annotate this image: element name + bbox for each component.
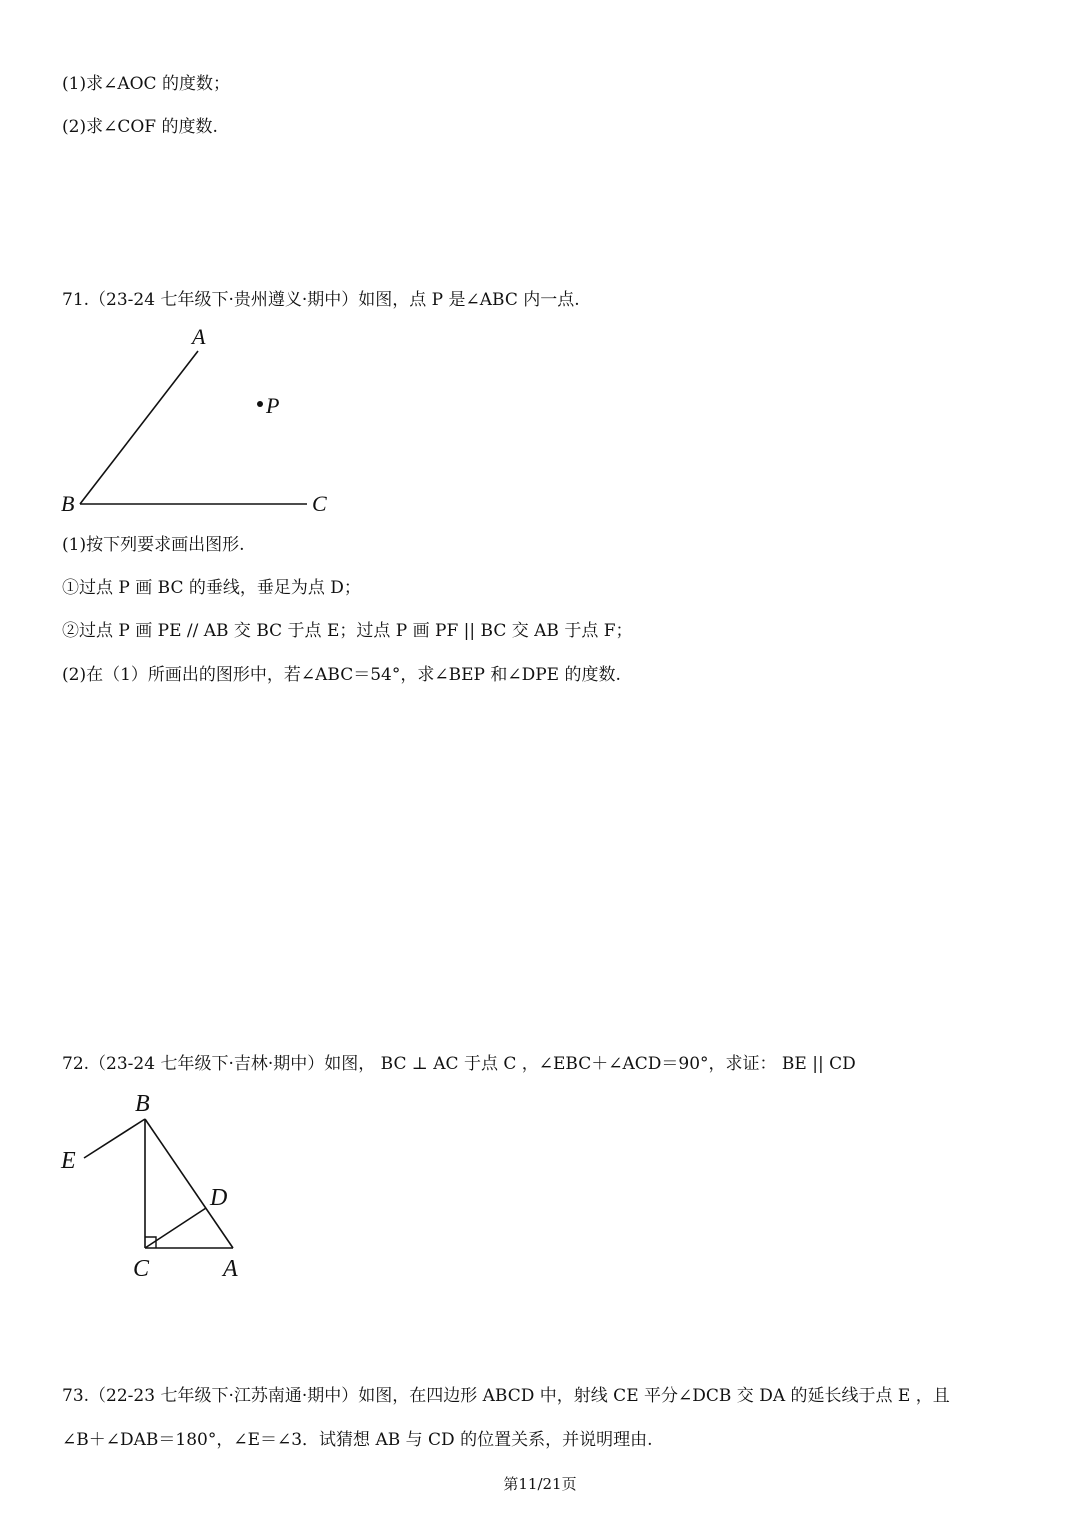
question-71-title: 71.（23-24 七年级下·贵州遵义·期中）如图，点 P 是∠ABC 内一点. bbox=[62, 290, 580, 310]
question-73-title: 73.（22-23 七年级下·江苏南通·期中）如图，在四边形 ABCD 中，射线 CE 平分∠DCB 交 DA 的延长线于点 E ，且 bbox=[62, 1386, 950, 1406]
label-b: B bbox=[135, 1091, 150, 1117]
label-c: C bbox=[312, 491, 327, 516]
question-72-title: 72.（23-24 七年级下·吉林·期中）如图， BC ⊥ AC 于点 C ，∠EBC＋∠ACD＝90°，求证： BE || CD bbox=[62, 1054, 856, 1074]
question-71-part-1-step-1: ①过点 P 画 BC 的垂线，垂足为点 D； bbox=[62, 578, 361, 598]
label-c: C bbox=[133, 1256, 150, 1282]
segment-cd bbox=[145, 1208, 206, 1248]
segment-eb bbox=[84, 1119, 145, 1158]
label-a: A bbox=[223, 1256, 238, 1282]
label-p: P bbox=[266, 393, 280, 418]
figure-72-triangle bbox=[55, 1085, 255, 1285]
question-73-continuation: ∠B＋∠DAB＝180°，∠E＝∠3．试猜想 AB 与 CD 的位置关系，并说明理由. bbox=[62, 1430, 653, 1450]
question-71-part-2: (2)在（1）所画出的图形中，若∠ABC＝54°，求∠BEP 和∠DPE 的度数. bbox=[62, 665, 621, 685]
label-e: E bbox=[61, 1148, 76, 1174]
question-71-part-1-step-2: ②过点 P 画 PE // AB 交 BC 于点 E；过点 P 画 PF || BC 交 AB 于点 F； bbox=[62, 621, 633, 641]
question-71-part-1: (1)按下列要求画出图形. bbox=[62, 535, 245, 555]
label-b: B bbox=[61, 491, 75, 516]
figure-71-angle-abc bbox=[55, 322, 355, 522]
point-p-dot bbox=[257, 401, 263, 407]
label-d: D bbox=[210, 1185, 228, 1211]
question-70-part-1: (1)求∠AOC 的度数； bbox=[62, 74, 230, 94]
ray-ba bbox=[80, 351, 198, 504]
segment-ba bbox=[145, 1119, 233, 1248]
label-a: A bbox=[192, 324, 206, 349]
question-70-part-2: (2)求∠COF 的度数. bbox=[62, 117, 218, 137]
page-number: 第11/21页 bbox=[503, 1475, 577, 1493]
